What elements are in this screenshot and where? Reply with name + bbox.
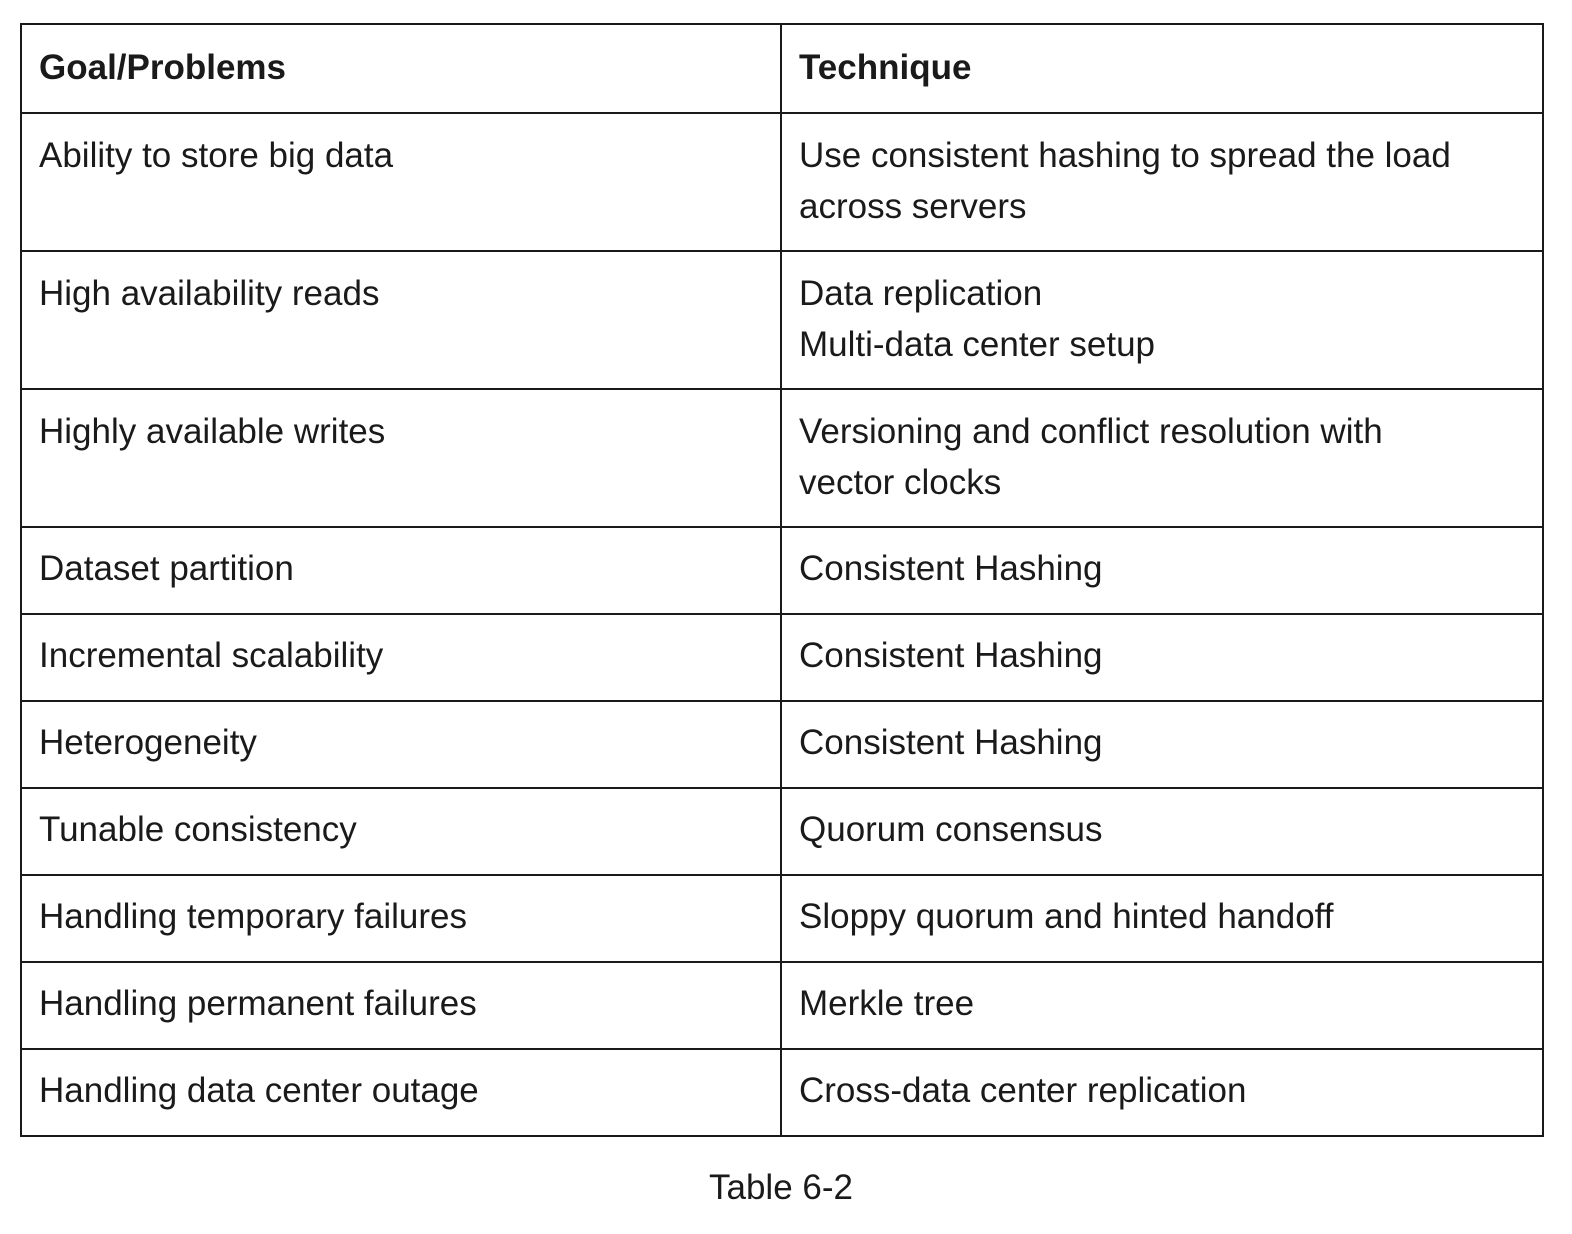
technique-cell: [781, 962, 1543, 1049]
technique-line: Use consistent hashing to spread the load: [799, 136, 1451, 175]
table-row: [21, 527, 1543, 614]
technique-line: Consistent Hashing: [799, 549, 1103, 588]
technique-line: Versioning and conflict resolution with: [799, 412, 1383, 451]
table-body: [21, 113, 1543, 1136]
technique-cell: [781, 251, 1543, 389]
goal-cell: Incremental scalability: [21, 614, 781, 701]
table-row: [21, 1049, 1543, 1136]
goal-cell: High availability reads: [21, 251, 781, 389]
technique-line: vector clocks: [799, 463, 1002, 502]
technique-cell: [781, 527, 1543, 614]
technique-line: Multi-data center setup: [799, 325, 1156, 364]
table-row: [21, 389, 1543, 527]
table-row: [21, 251, 1543, 389]
goal-cell: Tunable consistency: [21, 788, 781, 875]
goal-cell: Highly available writes: [21, 389, 781, 527]
goals-techniques-table: [20, 23, 1544, 1137]
table-caption: Table 6-2: [709, 1168, 853, 1207]
goal-cell: Ability to store big data: [21, 113, 781, 251]
table-row: [21, 875, 1543, 962]
technique-cell: [781, 389, 1543, 527]
table-row: [21, 788, 1543, 875]
goal-cell: Dataset partition: [21, 527, 781, 614]
technique-line: Quorum consensus: [799, 810, 1103, 849]
goal-cell: Handling data center outage: [21, 1049, 781, 1136]
technique-line: Cross-data center replication: [799, 1071, 1247, 1110]
technique-cell: [781, 1049, 1543, 1136]
column-header-goal: Goal/Problems: [21, 24, 781, 113]
column-header-technique: Technique: [781, 24, 1543, 113]
technique-line: Merkle tree: [799, 984, 975, 1023]
goal-cell: Heterogeneity: [21, 701, 781, 788]
table-row: [21, 113, 1543, 251]
technique-cell: [781, 875, 1543, 962]
goal-cell: Handling permanent failures: [21, 962, 781, 1049]
technique-line: Consistent Hashing: [799, 723, 1103, 762]
technique-cell: [781, 614, 1543, 701]
table-row: [21, 701, 1543, 788]
table-row: [21, 962, 1543, 1049]
technique-line: Sloppy quorum and hinted handoff: [799, 897, 1334, 936]
technique-cell: [781, 701, 1543, 788]
technique-cell: [781, 788, 1543, 875]
technique-line: across servers: [799, 187, 1027, 226]
technique-cell: [781, 113, 1543, 251]
table-row: [21, 614, 1543, 701]
technique-line: Data replication: [799, 274, 1043, 313]
goal-cell: Handling temporary failures: [21, 875, 781, 962]
table-header-row: [21, 24, 1543, 113]
technique-line: Consistent Hashing: [799, 636, 1103, 675]
